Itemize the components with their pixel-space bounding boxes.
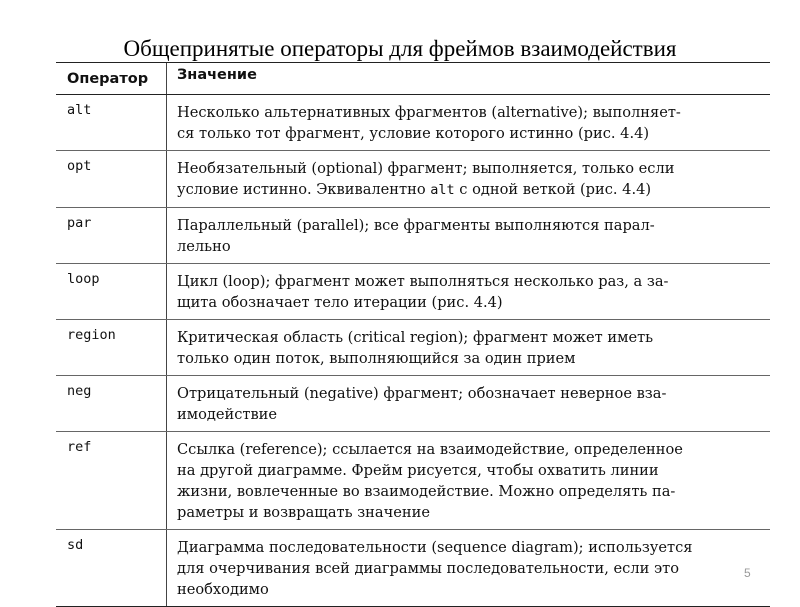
- operator-cell: ref: [56, 432, 167, 529]
- meaning-line: щита обозначает тело итерации (рис. 4.4): [177, 294, 503, 311]
- header-meaning: Значение: [177, 67, 257, 83]
- meaning-cell: [167, 95, 770, 150]
- meaning-line: Отрицательный (negative) фрагмент; обозначает неверное вза-: [177, 385, 667, 402]
- meaning-line: Цикл (loop); фрагмент может выполняться несколько раз, а за-: [177, 273, 669, 290]
- meaning-cell: [167, 208, 770, 263]
- meaning-line: необходимо: [177, 581, 269, 598]
- operator-cell: alt: [56, 95, 167, 150]
- table-row-neg: [56, 376, 770, 432]
- meaning-text: условие истинно. Эквивалентно: [177, 181, 431, 198]
- operator-cell: loop: [56, 264, 167, 319]
- meaning-line: Несколько альтернативных фрагментов (alternative); выполняет-: [177, 104, 681, 121]
- meaning-cell: [167, 320, 770, 375]
- meaning-line: Ссылка (reference); ссылается на взаимодействие, определенное: [177, 441, 683, 458]
- meaning-cell: [167, 264, 770, 319]
- operator-cell: sd: [56, 530, 167, 606]
- operator-cell: par: [56, 208, 167, 263]
- meaning-line: для очерчивания всей диаграммы последовательности, если это: [177, 560, 680, 577]
- meaning-line: Критическая область (critical region); фрагмент может иметь: [177, 329, 654, 346]
- page-number: 5: [744, 566, 751, 580]
- table-row-alt: [56, 95, 770, 151]
- meaning-line: лельно: [177, 238, 231, 255]
- table-row-region: [56, 320, 770, 376]
- meaning-text: с одной веткой (рис. 4.4): [454, 181, 652, 198]
- meaning-line: на другой диаграмме. Фрейм рисуется, чтобы охватить линии: [177, 462, 659, 479]
- operator-cell: region: [56, 320, 167, 375]
- meaning-line: имодействие: [177, 406, 278, 423]
- meaning-line: Необязательный (optional) фрагмент; выполняется, только если: [177, 160, 675, 177]
- table-row-sd: [56, 530, 770, 606]
- meaning-line: ся только тот фрагмент, условие которого истинно (рис. 4.4): [177, 125, 650, 142]
- slide-title: Общепринятые операторы для фреймов взаимодействия: [123, 36, 677, 61]
- operators-table: [56, 62, 770, 607]
- meaning-line: [177, 179, 758, 201]
- code-inline: alt: [430, 182, 455, 198]
- meaning-line: раметры и возвращать значение: [177, 504, 430, 521]
- meaning-line: Диаграмма последовательности (sequence diagram); используется: [177, 539, 693, 556]
- meaning-cell: [167, 376, 770, 431]
- table-row-opt: [56, 151, 770, 208]
- table-row-par: [56, 208, 770, 264]
- operator-cell: neg: [56, 376, 167, 431]
- operator-cell: opt: [56, 151, 167, 207]
- meaning-line: только один поток, выполняющийся за один прием: [177, 350, 576, 367]
- table-header-row: [56, 63, 770, 95]
- table-row-ref: [56, 432, 770, 530]
- meaning-cell: [167, 151, 770, 207]
- meaning-cell: [167, 530, 770, 606]
- header-operator: Оператор: [56, 63, 167, 94]
- meaning-line: жизни, вовлеченные во взаимодействие. Можно определять па-: [177, 483, 676, 500]
- meaning-line: Параллельный (parallel); все фрагменты выполняются парал-: [177, 217, 655, 234]
- table-row-loop: [56, 264, 770, 320]
- meaning-cell: [167, 432, 770, 529]
